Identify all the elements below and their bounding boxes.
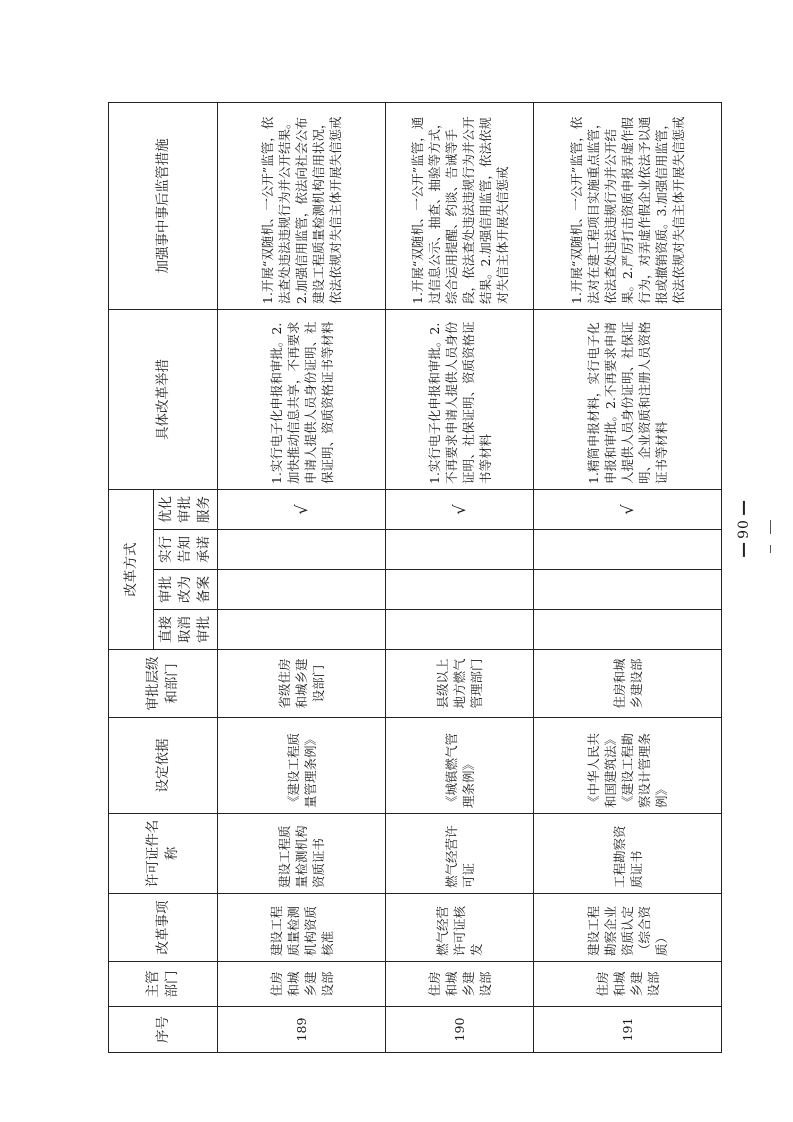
header-measures: 具体改革举措 bbox=[109, 310, 218, 490]
cell-supervision: 1.开展“双随机、一公开”监管，依法查处违法违规行为并公开结果。2.加强信用监管，依法向社会公布建设工程质量检测机构信用状况，依法依规对失信主体开展失信惩戒 bbox=[218, 103, 386, 310]
reform-table-rotated bbox=[108, 103, 717, 1053]
cell-mark-optimize: √ bbox=[218, 490, 386, 530]
table-row bbox=[386, 103, 534, 1053]
cell-measures: 1.实行电子化申报和审批。2.加快推动信息共享，不再要求申请人提供人员身份证明、社保证明、资质资格证书等材料 bbox=[218, 310, 386, 490]
cell-license: 建设工程质量检测机构资质证书 bbox=[218, 814, 386, 894]
header-item: 改革事项 bbox=[109, 894, 218, 962]
page-number-dash-left bbox=[743, 543, 744, 557]
page-number-text: 90 bbox=[735, 519, 752, 539]
cell-mark-filing bbox=[386, 570, 534, 610]
cell-mark-commitment bbox=[386, 530, 534, 570]
header-supervision: 加强事中事后监管措施 bbox=[109, 103, 218, 310]
header-license: 许可证件名称 bbox=[109, 814, 218, 894]
cell-basis: 《建设工程质量管理条例》 bbox=[218, 718, 386, 814]
cell-approval-level: 省级住房和城乡建设部门 bbox=[218, 650, 386, 718]
cell-supervision: 1.开展“双随机、一公开”监管，依法对在建工程项目实施重点监管，依法查处违法违规行为并公开结果。2.严厉打击资质申报弄虚作假行为，对弄虚作假企业依法予以通报或撤销资质。3.加强信用监管，依法依规对失信主体开展失信惩戒 bbox=[534, 103, 722, 310]
header-cancel-approval: 直接取消审批 bbox=[154, 610, 218, 650]
cell-measures: 1.精简申报材料，实行电子化申报和审批。2.不再要求申请人提供人员身份证明、社保证明、企业资质和注册人员资格证书等材料 bbox=[534, 310, 722, 490]
header-approval-level: 审批层级和部门 bbox=[109, 650, 218, 718]
header-approval-to-filing: 审批改为备案 bbox=[154, 570, 218, 610]
cell-seq: 190 bbox=[386, 1007, 534, 1053]
header-notification-commitment: 实行告知承诺 bbox=[154, 530, 218, 570]
header-seq: 序号 bbox=[109, 1007, 218, 1053]
cell-approval-level: 住房和城乡建设部 bbox=[534, 650, 722, 718]
cell-mark-optimize: √ bbox=[534, 490, 722, 530]
cell-item: 燃气经营许可证核发 bbox=[386, 894, 534, 962]
scan-mark bbox=[770, 545, 771, 553]
cell-mark-filing bbox=[534, 570, 722, 610]
cell-item: 建设工程质量检测机构资质核准 bbox=[218, 894, 386, 962]
cell-basis: 《中华人民共和国建筑法》《建设工程勘察设计管理条例》 bbox=[534, 718, 722, 814]
header-basis: 设定依据 bbox=[109, 718, 218, 814]
table-row bbox=[218, 103, 386, 1053]
cell-dept: 住房和城乡建设部 bbox=[534, 962, 722, 1007]
header-optimize-service: 优化审批服务 bbox=[154, 490, 218, 530]
scan-mark bbox=[770, 520, 771, 534]
table-row bbox=[534, 103, 722, 1053]
cell-license: 工程勘察资质证书 bbox=[534, 814, 722, 894]
cell-mark-cancel bbox=[534, 610, 722, 650]
cell-approval-level: 县级以上地方燃气管理部门 bbox=[386, 650, 534, 718]
cell-seq: 189 bbox=[218, 1007, 386, 1053]
cell-mark-commitment bbox=[534, 530, 722, 570]
cell-seq: 191 bbox=[534, 1007, 722, 1053]
header-dept: 主管部门 bbox=[109, 962, 218, 1007]
cell-mark-commitment bbox=[218, 530, 386, 570]
cell-item: 建设工程勘察企业资质认定（综合资质） bbox=[534, 894, 722, 962]
cell-dept: 住房和城乡建设部 bbox=[386, 962, 534, 1007]
header-reform-mode: 改革方式 bbox=[109, 490, 154, 650]
cell-measures: 1.实行电子化申报和审批。2.不再要求申请人提供人员身份证明、社保证明、资质资格证书等材料 bbox=[386, 310, 534, 490]
cell-license: 燃气经营许可证 bbox=[386, 814, 534, 894]
page-number-dash-right bbox=[743, 501, 744, 515]
cell-basis: 《城镇燃气管理条例》 bbox=[386, 718, 534, 814]
cell-dept: 住房和城乡建设部 bbox=[218, 962, 386, 1007]
cell-mark-filing bbox=[218, 570, 386, 610]
page-number bbox=[712, 519, 752, 539]
cell-mark-optimize: √ bbox=[386, 490, 534, 530]
cell-supervision: 1.开展“双随机、一公开”监管，通过信息公示、抽查、抽验等方式，综合运用提醒、约谈、告诫等手段，依法查处违法违规行为并公开结果。2.加强信用监管，依法依规对失信主体开展失信惩戒 bbox=[386, 103, 534, 310]
cell-mark-cancel bbox=[218, 610, 386, 650]
cell-mark-cancel bbox=[386, 610, 534, 650]
reform-table bbox=[108, 102, 722, 1053]
